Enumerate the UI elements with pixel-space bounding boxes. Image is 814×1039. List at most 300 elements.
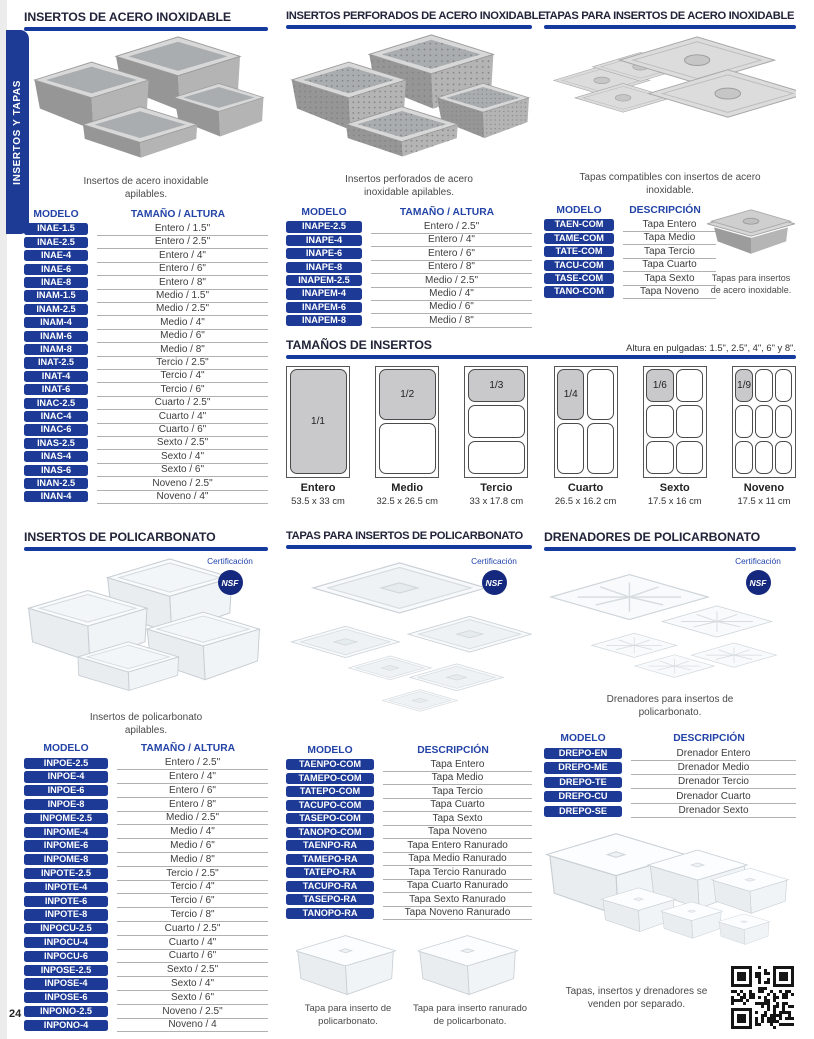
model-badge: INPOE-8 <box>24 799 108 810</box>
row-value: Tapa Medio <box>623 231 716 245</box>
row-value: Entero / 4" <box>117 770 268 784</box>
row-value: Sexto / 6" <box>97 463 268 477</box>
table-row <box>24 867 268 881</box>
size-dimensions: 53.5 x 33 cm <box>291 494 345 506</box>
table-row <box>24 784 268 798</box>
table-row <box>544 232 716 245</box>
column-header-tamano-altura: TAMAÑO / ALTURA <box>130 208 226 220</box>
model-badge: INAPEM-8 <box>286 315 362 326</box>
nsf-badge: NSF <box>482 570 507 595</box>
model-badge: INAPE-6 <box>286 248 362 259</box>
size-fraction-label: 1/9 <box>735 369 752 402</box>
model-badge: INPOTE-6 <box>24 896 108 907</box>
size-name: Entero <box>300 481 336 494</box>
model-badge: INAS-2.5 <box>24 438 88 449</box>
model-badge: INAM-6 <box>24 331 88 342</box>
model-badge: TAENPO-COM <box>286 759 374 770</box>
column-header-descripcion: DESCRIPCIÓN <box>673 732 745 744</box>
column-header-tamano-altura: TAMAÑO / ALTURA <box>140 742 236 754</box>
row-value: Tapa Noveno <box>383 825 532 839</box>
model-badge: INPOE-6 <box>24 785 108 796</box>
table-row <box>544 804 796 818</box>
table-row <box>24 1019 268 1033</box>
mini-images <box>286 932 532 1038</box>
row-value: Tercio / 6" <box>117 894 268 908</box>
size-dimensions: 17.5 x 11 cm <box>737 494 791 506</box>
size-diagram-tercio <box>464 366 528 506</box>
table-row <box>544 775 796 789</box>
height-note: Altura en pulgadas: 1.5", 2.5", 4", 6" y 8". <box>626 342 796 353</box>
poli-table <box>24 743 268 1032</box>
row-value: Tercio / 6" <box>97 383 268 397</box>
row-value: Tapa Entero <box>383 758 532 772</box>
row-value: Medio / 2.5" <box>117 811 268 825</box>
row-value: Medio / 4" <box>97 316 268 330</box>
row-value: Medio / 6" <box>97 329 268 343</box>
size-fraction-label: 1/1 <box>290 369 347 474</box>
table-row <box>24 881 268 895</box>
table-row <box>286 247 532 260</box>
table-row <box>24 276 268 289</box>
row-value: Entero / 2.5" <box>117 756 268 770</box>
containers-set-image <box>544 828 796 958</box>
section-title: INSERTOS DE ACERO INOXIDABLE <box>24 10 231 24</box>
row-value: Sexto / 4" <box>97 450 268 464</box>
lid-on-pan-image <box>706 201 796 306</box>
column-header-descripcion: DESCRIPCIÓN <box>417 744 489 756</box>
row-value: Cuarto / 2.5" <box>117 922 268 936</box>
size-diagram-entero <box>286 366 350 506</box>
model-badge: DREPO-EN <box>544 748 622 759</box>
size-fraction-label: 1/3 <box>468 369 525 402</box>
table-row <box>24 222 268 235</box>
section-caption: Tapas compatibles con insertos de acero inoxidable. <box>579 171 761 196</box>
section-insertos-perforados <box>286 10 546 328</box>
table-header <box>24 209 268 220</box>
certification-label: Certificación <box>207 556 253 566</box>
nsf-badge: NSF <box>746 570 771 595</box>
table-row <box>24 263 268 276</box>
table-header <box>24 743 268 754</box>
size-diagram-noveno <box>732 366 796 506</box>
table-row <box>24 437 268 450</box>
section-caption: Insertos de acero inoxidable apilables. <box>83 175 209 200</box>
mini-caption: Tapa para inserto de policarbonato. <box>304 1003 392 1027</box>
row-value: Medio / 2.5" <box>97 302 268 316</box>
table-row <box>544 259 716 272</box>
model-badge: INPOTE-8 <box>24 909 108 920</box>
column-header-modelo: MODELO <box>301 206 347 218</box>
model-badge: INPOE-2.5 <box>24 758 108 769</box>
row-value: Tapa Cuarto <box>623 258 716 272</box>
table-row <box>24 249 268 262</box>
size-name: Noveno <box>743 481 785 494</box>
table-row <box>24 812 268 826</box>
table-row <box>24 839 268 853</box>
model-badge: INAPEM-2.5 <box>286 275 362 286</box>
table-row <box>24 894 268 908</box>
table-row <box>286 234 532 247</box>
section-title: TAMAÑOS DE INSERTOS <box>286 338 432 352</box>
row-value: Cuarto / 6" <box>117 949 268 963</box>
row-value: Cuarto / 4" <box>97 410 268 424</box>
page-number: 24 <box>9 1008 22 1020</box>
section-drenadores <box>544 530 796 1031</box>
sidebar-tab-label: INSERTOS Y TAPAS <box>12 79 23 185</box>
model-badge: TATE-COM <box>544 246 614 257</box>
model-badge: INPOME-6 <box>24 840 108 851</box>
table-row <box>24 396 268 409</box>
table-row <box>24 330 268 343</box>
table-row <box>544 272 716 285</box>
perforados-table <box>286 207 532 328</box>
table-row <box>24 490 268 503</box>
row-value: Drenador Cuarto <box>631 790 796 804</box>
row-value: Medio / 8" <box>117 853 268 867</box>
model-badge: INPOSE-6 <box>24 992 108 1003</box>
table-row <box>24 798 268 812</box>
slotted-lid-insert-image <box>412 932 528 1038</box>
mini-caption: Tapa para inserto ranurado de policarbonato. <box>412 1003 528 1027</box>
table-header <box>286 745 532 756</box>
title-underline <box>286 355 796 359</box>
row-value: Drenador Entero <box>631 747 796 761</box>
table-header <box>544 205 716 216</box>
row-value: Sexto / 2.5" <box>97 436 268 450</box>
row-value: Cuarto / 2.5" <box>97 396 268 410</box>
row-value: Entero / 4" <box>371 233 532 247</box>
table-row <box>286 799 532 813</box>
model-badge: INPOTE-4 <box>24 882 108 893</box>
sold-separately-caption: Tapas, insertos y drenadores se venden por separado. <box>565 985 708 1010</box>
row-value: Medio / 4" <box>371 287 532 301</box>
column-header-modelo: MODELO <box>43 742 89 754</box>
table-row <box>24 908 268 922</box>
section-title: TAPAS PARA INSERTOS DE ACERO INOXIDABLE <box>544 10 795 22</box>
table-row <box>286 880 532 894</box>
table-row <box>544 218 716 231</box>
row-value: Tapa Tercio <box>383 785 532 799</box>
table-row <box>286 866 532 880</box>
title-underline <box>286 25 532 29</box>
row-value: Tapa Medio Ranurado <box>383 852 532 866</box>
drenadores-table <box>544 733 796 818</box>
model-badge: INAPE-8 <box>286 262 362 273</box>
row-value: Cuarto / 4" <box>117 936 268 950</box>
model-badge: INPOME-8 <box>24 854 108 865</box>
row-value: Entero / 1.5" <box>97 222 268 236</box>
section-title: TAPAS PARA INSERTOS DE POLICARBONATO <box>286 530 523 542</box>
stainless-lids-image <box>544 33 796 159</box>
certification <box>194 556 266 595</box>
model-badge: INAPE-2.5 <box>286 221 362 232</box>
table-row <box>286 758 532 772</box>
model-badge: DREPO-ME <box>544 762 622 773</box>
table-row <box>24 853 268 867</box>
model-badge: INAE-1.5 <box>24 223 88 234</box>
model-badge: INAPEM-6 <box>286 302 362 313</box>
row-value: Tapa Entero <box>623 218 716 232</box>
size-dimensions: 26.5 x 16.2 cm <box>554 494 617 506</box>
table-row <box>24 423 268 436</box>
model-badge: INPONO-4 <box>24 1020 108 1031</box>
model-badge: INPONO-2.5 <box>24 1006 108 1017</box>
row-value: Tapa Medio <box>383 771 532 785</box>
row-value: Noveno / 2.5" <box>117 1005 268 1019</box>
model-badge: INAN-2.5 <box>24 478 88 489</box>
table-row <box>24 370 268 383</box>
table-row <box>544 790 796 804</box>
section-title: INSERTOS PERFORADOS DE ACERO INOXIDABLE <box>286 10 546 22</box>
table-row <box>24 1005 268 1019</box>
nsf-badge: NSF <box>218 570 243 595</box>
table-row <box>286 772 532 786</box>
section-title: INSERTOS DE POLICARBONATO <box>24 530 216 544</box>
certification <box>722 556 794 595</box>
row-value: Tapa Cuarto Ranurado <box>383 879 532 893</box>
row-value: Medio / 6" <box>117 839 268 853</box>
model-badge: INAM-1.5 <box>24 290 88 301</box>
section-caption: Drenadores para insertos de policarbonato. <box>606 693 734 718</box>
sizes-header <box>286 338 796 355</box>
model-badge: INAT-4 <box>24 371 88 382</box>
row-value: Sexto / 6" <box>117 991 268 1005</box>
table-row <box>24 950 268 964</box>
size-diagrams <box>286 366 796 506</box>
table-row <box>24 963 268 977</box>
stainless-pans-image <box>24 35 268 163</box>
row-value: Tapa Cuarto <box>383 798 532 812</box>
model-badge: TATEPO-COM <box>286 786 374 797</box>
row-value: Tapa Sexto Ranurado <box>383 893 532 907</box>
table-row <box>544 285 716 298</box>
certification <box>458 556 530 595</box>
table-row <box>286 314 532 327</box>
table-row <box>24 936 268 950</box>
table-header <box>286 207 532 218</box>
certification-label: Certificación <box>471 556 517 566</box>
model-badge: INAE-6 <box>24 264 88 275</box>
table-row <box>24 316 268 329</box>
table-row <box>544 761 796 775</box>
model-badge: TASEPO-RA <box>286 894 374 905</box>
size-diagram-medio <box>375 366 439 506</box>
row-value: Drenador Tercio <box>631 775 796 789</box>
row-value: Medio / 6" <box>371 300 532 314</box>
tapas-poli-table <box>286 745 532 921</box>
row-value: Tercio / 4" <box>117 880 268 894</box>
table-row <box>24 463 268 476</box>
table-row <box>544 746 796 760</box>
model-badge: INPOME-4 <box>24 827 108 838</box>
row-value: Entero / 8" <box>97 276 268 290</box>
size-name: Sexto <box>659 481 690 494</box>
model-badge: DREPO-CU <box>544 791 622 802</box>
column-header-modelo: MODELO <box>560 732 606 744</box>
title-underline <box>544 547 796 551</box>
table-row <box>286 812 532 826</box>
row-value: Tapa Noveno <box>623 285 716 299</box>
column-header-tamano-altura: TAMAÑO / ALTURA <box>399 206 495 218</box>
model-badge: TAMEPO-COM <box>286 773 374 784</box>
size-diagram-sexto <box>643 366 707 506</box>
size-name: Tercio <box>480 481 513 494</box>
row-value: Entero / 4" <box>97 249 268 263</box>
model-badge: INAS-6 <box>24 465 88 476</box>
model-badge: INAM-2.5 <box>24 304 88 315</box>
row-value: Sexto / 4" <box>117 977 268 991</box>
model-badge: INPOCU-4 <box>24 937 108 948</box>
table-row <box>24 825 268 839</box>
model-badge: TAENPO-RA <box>286 840 374 851</box>
table-row <box>24 383 268 396</box>
size-fraction-label: 1/4 <box>557 369 584 420</box>
model-badge: INAT-2.5 <box>24 357 88 368</box>
model-badge: INAS-4 <box>24 451 88 462</box>
table-row <box>286 893 532 907</box>
section-title: DRENADORES DE POLICARBONATO <box>544 530 761 544</box>
model-badge: INPOME-2.5 <box>24 813 108 824</box>
model-badge: INAE-4 <box>24 250 88 261</box>
table-row <box>24 977 268 991</box>
perforated-pans-image <box>286 33 532 161</box>
table-row <box>24 289 268 302</box>
row-value: Drenador Sexto <box>631 804 796 818</box>
row-value: Noveno / 2.5" <box>97 477 268 491</box>
section-tapas-inox <box>544 10 796 299</box>
title-underline <box>544 25 796 29</box>
inox-table <box>24 209 268 504</box>
row-value: Medio / 4" <box>117 825 268 839</box>
table-row <box>24 991 268 1005</box>
section-insertos-inox <box>24 10 268 504</box>
model-badge: INAC-2.5 <box>24 398 88 409</box>
row-value: Entero / 8" <box>117 798 268 812</box>
column-header-modelo: MODELO <box>556 204 602 216</box>
row-value: Tercio / 4" <box>97 369 268 383</box>
model-badge: INPOTE-2.5 <box>24 868 108 879</box>
row-value: Medio / 2.5" <box>371 274 532 288</box>
size-dimensions: 33 x 17.8 cm <box>469 494 524 506</box>
section-tamanos-insertos <box>286 338 796 506</box>
model-badge: TANOPO-RA <box>286 908 374 919</box>
model-badge: TACU-COM <box>544 260 614 271</box>
table-row <box>24 770 268 784</box>
title-underline <box>24 547 268 551</box>
table-row <box>286 853 532 867</box>
tapas-inox-table-area <box>544 205 796 299</box>
model-badge: DREPO-TE <box>544 777 622 788</box>
title-underline <box>24 27 268 31</box>
tapas-inox-table <box>544 205 716 299</box>
row-value: Entero / 6" <box>97 262 268 276</box>
row-value: Entero / 2.5" <box>371 220 532 234</box>
table-row <box>24 343 268 356</box>
size-name: Medio <box>391 481 424 494</box>
row-value: Tapa Sexto <box>383 812 532 826</box>
table-header <box>544 733 796 744</box>
column-header-descripcion: DESCRIPCIÓN <box>629 204 701 216</box>
model-badge: TASE-COM <box>544 273 614 284</box>
table-row <box>286 785 532 799</box>
column-header-modelo: MODELO <box>33 208 79 220</box>
table-row <box>286 301 532 314</box>
row-value: Medio / 1.5" <box>97 289 268 303</box>
section-tapas-policarbonato <box>286 530 532 1038</box>
model-badge: INAPE-4 <box>286 235 362 246</box>
model-badge: TANO-COM <box>544 286 614 297</box>
row-value: Entero / 6" <box>371 247 532 261</box>
model-badge: INPOCU-6 <box>24 951 108 962</box>
lid-insert-image <box>290 932 406 1038</box>
model-badge: TATEPO-RA <box>286 867 374 878</box>
row-value: Medio / 8" <box>97 343 268 357</box>
model-badge: INAC-4 <box>24 411 88 422</box>
model-badge: INAE-2.5 <box>24 237 88 248</box>
table-row <box>544 245 716 258</box>
row-value: Drenador Medio <box>631 761 796 775</box>
row-value: Cuarto / 6" <box>97 423 268 437</box>
size-name: Cuarto <box>567 481 604 494</box>
table-row <box>24 756 268 770</box>
table-row <box>286 274 532 287</box>
table-row <box>24 410 268 423</box>
section-insertos-policarbonato <box>24 530 268 1032</box>
table-row <box>286 826 532 840</box>
side-image-caption: Tapas para insertos de acero inoxidable. <box>710 272 792 295</box>
row-value: Medio / 8" <box>371 314 532 328</box>
model-badge: TANOPO-COM <box>286 827 374 838</box>
model-badge: TAME-COM <box>544 233 614 244</box>
row-value: Tapa Entero Ranurado <box>383 839 532 853</box>
model-badge: INAT-6 <box>24 384 88 395</box>
section-caption: Insertos perforados de acero inoxidable apilables. <box>345 173 473 198</box>
model-badge: INPOCU-2.5 <box>24 923 108 934</box>
qr-code <box>729 964 796 1031</box>
row-value: Noveno / 4" <box>97 490 268 504</box>
row-value: Entero / 8" <box>371 260 532 274</box>
size-fraction-label: 1/6 <box>646 369 673 402</box>
size-fraction-label: 1/2 <box>379 369 436 420</box>
table-row <box>24 922 268 936</box>
row-value: Tapa Sexto <box>623 272 716 286</box>
model-badge: INAM-8 <box>24 344 88 355</box>
model-badge: INAE-8 <box>24 277 88 288</box>
table-row <box>286 261 532 274</box>
title-underline <box>286 545 532 549</box>
row-value: Tapa Tercio Ranurado <box>383 866 532 880</box>
model-badge: TASEPO-COM <box>286 813 374 824</box>
model-badge: TAMEPO-RA <box>286 854 374 865</box>
section-caption: Insertos de policarbonato apilables. <box>89 711 203 736</box>
model-badge: DREPO-SE <box>544 806 622 817</box>
size-dimensions: 32.5 x 26.5 cm <box>376 494 438 506</box>
table-row <box>24 450 268 463</box>
table-row <box>24 303 268 316</box>
row-value: Entero / 2.5" <box>97 235 268 249</box>
row-value: Tapa Tercio <box>623 245 716 259</box>
row-value: Tercio / 2.5" <box>117 867 268 881</box>
size-diagram-cuarto <box>554 366 618 506</box>
model-badge: INPOSE-4 <box>24 978 108 989</box>
model-badge: INPOSE-2.5 <box>24 965 108 976</box>
model-badge: TAEN-COM <box>544 219 614 230</box>
model-badge: INAM-4 <box>24 317 88 328</box>
model-badge: INAC-6 <box>24 424 88 435</box>
table-row <box>24 477 268 490</box>
row-value: Tercio / 2.5" <box>97 356 268 370</box>
row-value: Tapa Noveno Ranurado <box>383 906 532 920</box>
